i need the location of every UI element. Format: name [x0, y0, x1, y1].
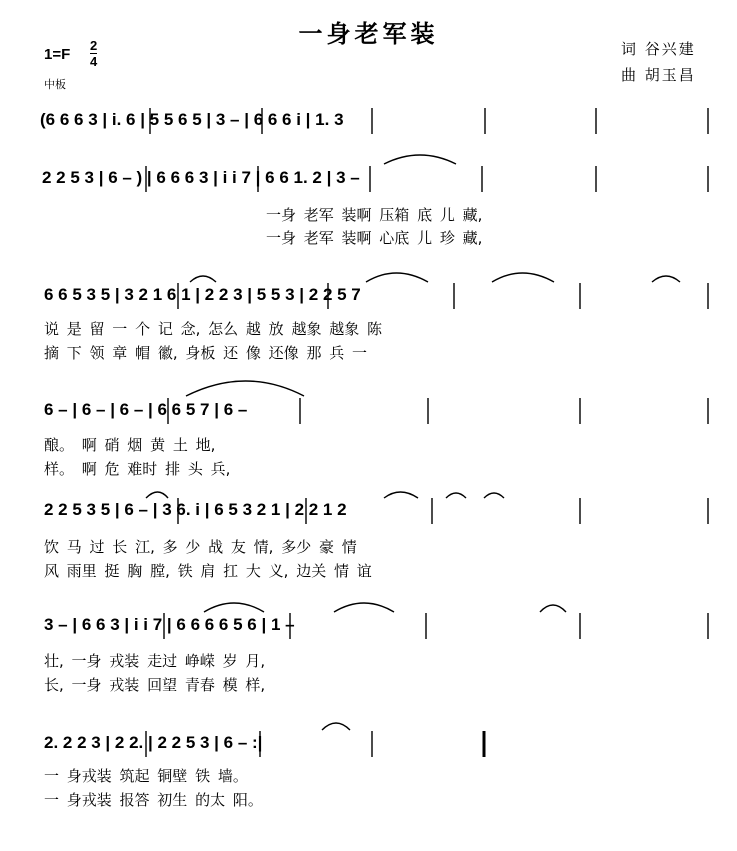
- lyric-row-2-verse-2: 一身 老军 装啊 心底 儿 珍 藏,: [266, 229, 483, 247]
- lyric-row-4-verse-1: 酿。 啊 硝 烟 黄 土 地,: [44, 436, 216, 454]
- notes-row-5: 2 2 5 3 5 | 6 – | 3 6. i | 6 5 3 2 1 | 2 2 1 2: [44, 500, 347, 519]
- notes-row-4: 6 – | 6 – | 6 – | 6 6 5 7 | 6 –: [44, 400, 248, 419]
- lyric-row-2-verse-1: 一身 老军 装啊 压箱 底 儿 藏,: [266, 206, 483, 224]
- lyric-row-4-verse-2: 样。 啊 危 难时 排 头 兵,: [44, 460, 231, 478]
- key-signature: 1=F: [44, 46, 71, 63]
- lyric-row-7-verse-1: 一 身戎装 筑起 铜壁 铁 墙。: [44, 767, 248, 785]
- notes-row-3: 6 6 5 3 5 | 3 2 1 6 1 | 2 2 3 | 5 5 3 | 2 2 5 7: [44, 285, 361, 304]
- composer-credit: 曲 胡玉昌: [621, 66, 696, 84]
- lyric-row-7-verse-2: 一 身戎装 报答 初生 的太 阳。: [44, 791, 263, 809]
- lyric-row-5-verse-1: 饮 马 过 长 江, 多 少 战 友 情, 多少 豪 情: [44, 538, 357, 556]
- notes-row-7: 2. 2 2 3 | 2 2. | 2 2 5 3 | 6 – :|: [44, 733, 263, 752]
- lyricist-credit: 词 谷兴建: [621, 40, 696, 58]
- lyric-row-5-verse-2: 风 雨里 挺 胸 膛, 铁 肩 扛 大 义, 边关 情 谊: [44, 562, 372, 580]
- lyric-row-6-verse-1: 壮, 一身 戎装 走过 峥嵘 岁 月,: [44, 652, 266, 670]
- notes-row-2: 2 2 5 3 | 6 – ) | 6 6 6 3 | i i 7 | 6 6 1. 2 | 3 –: [42, 168, 360, 187]
- notes-row-1: (6 6 6 3 | i. 6 | 5 5 6 5 | 3 – | 6 6 6 i | 1. 3: [40, 110, 344, 129]
- tempo-marking: 中板: [44, 78, 66, 91]
- lyric-row-6-verse-2: 长, 一身 戎装 回望 青春 模 样,: [44, 676, 266, 694]
- lyric-row-3-verse-2: 摘 下 领 章 帽 徽, 身板 还 像 还像 那 兵 一: [44, 344, 367, 362]
- time-signature-bottom: 4: [90, 54, 98, 69]
- notes-row-6: 3 – | 6 6 3 | i i 7 | 6 6 6 6 5 6 | 1 –: [44, 615, 295, 634]
- time-signature-top: 2: [90, 38, 98, 53]
- lyric-row-3-verse-1: 说 是 留 一 个 记 念, 怎么 越 放 越象 越象 陈: [44, 320, 382, 338]
- song-title: 一身老军装: [298, 20, 439, 48]
